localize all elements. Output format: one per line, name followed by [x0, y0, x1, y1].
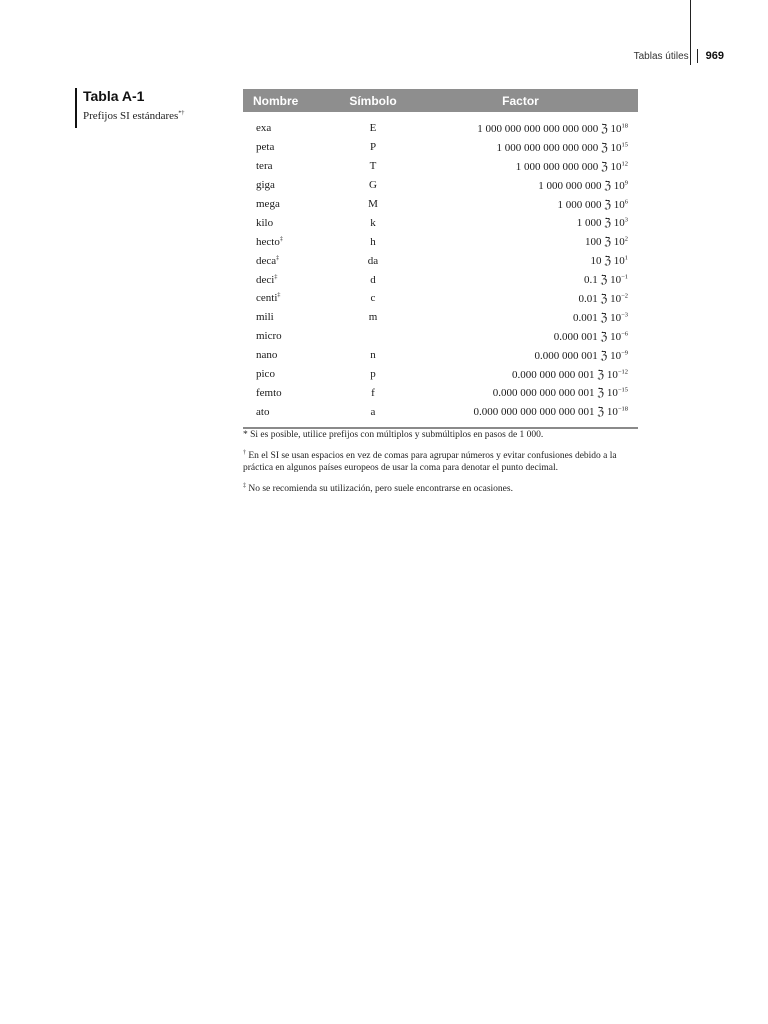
prefix-symbol: T	[369, 160, 377, 173]
prefix-name	[243, 274, 343, 286]
prefix-factor	[403, 160, 638, 173]
prefix-name-mark: ‡	[277, 292, 281, 299]
factor-base: 10	[610, 141, 622, 154]
table-row	[243, 308, 638, 327]
table-row	[243, 270, 638, 289]
table-row	[243, 176, 638, 195]
factor-exponent: −1	[621, 273, 628, 281]
prefix-name-mark: ‡	[279, 236, 283, 243]
prefix-name	[243, 387, 343, 399]
prefix-name-text: mega	[256, 198, 280, 210]
footnote-text: Si es posible, utilice prefijos con múltiplos y submúltiplos en pasos de 1 000.	[250, 430, 544, 440]
prefix-name	[243, 179, 343, 191]
prefix-factor	[403, 254, 638, 267]
factor-exponent: 2	[624, 235, 628, 243]
factor-exponent: −15	[617, 386, 628, 394]
running-section-title: Tablas útiles	[633, 50, 689, 62]
factor-value: 1 000 000	[557, 198, 602, 211]
factor-exponent: −18	[617, 405, 628, 413]
factor-exponent: 6	[624, 197, 628, 205]
prefix-symbol: d	[370, 273, 376, 286]
times-glyph: ℨ	[604, 255, 611, 268]
prefix-name	[243, 122, 343, 134]
table-row	[243, 213, 638, 232]
table-title-marks: *†	[178, 110, 185, 117]
times-glyph: ℨ	[600, 122, 608, 135]
running-header	[634, 49, 724, 63]
header-factor: Factor	[502, 93, 539, 108]
prefix-factor	[403, 368, 638, 381]
prefix-name-mark: ‡	[276, 255, 280, 262]
times-glyph: ℨ	[597, 368, 605, 381]
prefix-name	[243, 368, 343, 380]
factor-value: 1 000	[576, 217, 602, 230]
times-glyph: ℨ	[604, 236, 611, 249]
times-glyph: ℨ	[600, 292, 608, 305]
prefix-name	[243, 292, 343, 304]
table-footnotes	[243, 429, 643, 500]
factor-base: 10	[610, 274, 622, 287]
si-prefix-table	[243, 89, 638, 429]
prefix-factor	[403, 405, 638, 418]
prefix-name	[243, 217, 343, 229]
footnote-mark: ‡	[243, 482, 246, 489]
times-glyph: ℨ	[604, 198, 611, 211]
factor-exponent: −2	[621, 292, 628, 300]
factor-value: 1 000 000 000 000 000	[496, 141, 599, 154]
factor-base: 10	[610, 311, 622, 324]
header-name: Nombre	[253, 93, 299, 108]
prefix-name	[243, 330, 343, 342]
prefix-name	[243, 236, 343, 248]
prefix-name	[243, 311, 343, 323]
prefix-symbol: E	[369, 122, 377, 135]
times-glyph: ℨ	[604, 179, 611, 192]
factor-base: 10	[613, 236, 625, 249]
prefix-symbol: c	[370, 292, 376, 305]
footnote	[243, 480, 643, 496]
prefix-factor	[403, 179, 638, 192]
factor-exponent: 15	[621, 141, 628, 149]
prefix-symbol: n	[370, 349, 376, 362]
factor-value: 1 000 000 000	[538, 179, 602, 192]
factor-base: 10	[610, 330, 622, 343]
factor-value: 0.000 000 000 001	[512, 368, 595, 381]
factor-base: 10	[606, 387, 618, 400]
prefix-name-text: pico	[256, 368, 275, 381]
times-glyph: ℨ	[600, 330, 608, 343]
prefix-factor	[403, 311, 638, 324]
header-separator	[697, 49, 698, 63]
footnote-mark: *	[243, 430, 248, 440]
prefix-symbol: da	[367, 254, 379, 267]
prefix-name-text: hecto	[256, 235, 280, 248]
factor-value: 0.000 000 001	[534, 349, 598, 362]
table-row	[243, 157, 638, 176]
factor-base: 10	[613, 255, 625, 268]
factor-base: 10	[606, 406, 618, 419]
prefix-name	[243, 255, 343, 267]
prefix-symbol: k	[370, 216, 376, 229]
table-row	[243, 119, 638, 138]
factor-base: 10	[610, 122, 622, 135]
prefix-symbol: a	[370, 405, 376, 418]
factor-value: 0.1	[584, 274, 598, 287]
prefix-symbol: G	[369, 179, 377, 192]
factor-base: 10	[613, 179, 625, 192]
factor-exponent: −9	[621, 348, 628, 356]
prefix-factor	[403, 122, 638, 135]
prefix-symbol: f	[371, 386, 375, 399]
prefix-name	[243, 406, 343, 418]
page-number: 969	[705, 50, 724, 62]
footnote-text: En el SI se usan espacios en vez de comas para agrupar números y evitar confusiones debido a la práctica en algunos países europeos de usar la coma para denotar el punto decimal.	[243, 450, 617, 474]
times-glyph: ℨ	[600, 274, 608, 287]
prefix-name-text: deci	[256, 273, 275, 286]
table-body	[243, 112, 638, 421]
prefix-factor	[403, 216, 638, 229]
factor-value: 10	[590, 255, 602, 268]
prefix-name	[243, 160, 343, 172]
prefix-name-text: exa	[256, 122, 272, 135]
factor-exponent: −12	[617, 367, 628, 375]
footnote	[243, 447, 643, 475]
times-glyph: ℨ	[597, 406, 605, 419]
prefix-factor	[403, 198, 638, 211]
prefix-factor	[403, 330, 638, 343]
prefix-name-text: nano	[256, 349, 278, 362]
prefix-name-text: femto	[256, 386, 282, 399]
factor-base: 10	[613, 217, 625, 230]
footnote-mark: †	[243, 449, 246, 456]
prefix-name-text: kilo	[256, 216, 274, 229]
table-row	[243, 327, 638, 346]
times-glyph: ℨ	[597, 387, 605, 400]
times-glyph: ℨ	[600, 311, 608, 324]
prefix-factor	[403, 141, 638, 154]
table-row	[243, 232, 638, 251]
factor-value: 1 000 000 000 000 000 000	[477, 122, 599, 135]
footnote-text: No se recomienda su utilización, pero suele encontrarse en ocasiones.	[248, 483, 513, 494]
prefix-factor	[403, 386, 638, 399]
factor-value: 0.000 000 000 000 000 001	[473, 406, 595, 419]
prefix-symbol: P	[369, 141, 377, 154]
prefix-symbol: h	[370, 235, 376, 248]
prefix-name	[243, 349, 343, 361]
prefix-name	[243, 198, 343, 210]
prefix-name-text: peta	[256, 141, 275, 154]
table-caption	[75, 88, 184, 128]
table-row	[243, 383, 638, 402]
times-glyph: ℨ	[600, 160, 608, 173]
factor-base: 10	[610, 160, 622, 173]
table-title-text: Prefijos SI estándares	[83, 110, 179, 122]
table-header-row	[243, 89, 638, 112]
prefix-name-text: centi	[256, 292, 278, 305]
prefix-symbol: M	[368, 198, 378, 210]
table-row	[243, 138, 638, 157]
factor-exponent: −3	[621, 311, 628, 319]
factor-value: 0.01	[578, 292, 598, 305]
factor-base: 10	[610, 349, 622, 362]
prefix-symbol: p	[370, 368, 376, 381]
times-glyph: ℨ	[604, 217, 611, 230]
times-glyph: ℨ	[600, 349, 608, 362]
prefix-symbol: m	[368, 311, 378, 324]
factor-exponent: 18	[621, 122, 628, 130]
factor-exponent: 12	[621, 160, 628, 168]
prefix-name-mark: ‡	[274, 273, 278, 280]
table-row	[243, 289, 638, 308]
prefix-factor	[403, 349, 638, 362]
factor-base: 10	[613, 198, 625, 211]
header-symbol: Símbolo	[349, 93, 397, 108]
table-title	[83, 110, 184, 122]
factor-exponent: 1	[624, 254, 628, 262]
prefix-name-text: deca	[256, 254, 277, 267]
prefix-name-text: tera	[256, 160, 273, 173]
prefix-factor	[403, 235, 638, 248]
table-row	[243, 346, 638, 365]
factor-exponent: −6	[621, 330, 628, 338]
factor-value: 1 000 000 000 000	[515, 160, 599, 173]
factor-value: 100	[584, 236, 602, 249]
times-glyph: ℨ	[600, 141, 608, 154]
factor-value: 0.001	[573, 311, 598, 324]
table-row	[243, 402, 638, 421]
factor-exponent: 9	[624, 178, 628, 186]
prefix-name-text: micro	[256, 330, 282, 343]
prefix-name-text: ato	[256, 405, 270, 418]
prefix-factor	[403, 273, 638, 286]
table-row	[243, 251, 638, 270]
factor-value: 0.000 001	[553, 330, 598, 343]
table-label: Tabla A-1	[83, 88, 145, 104]
factor-exponent: 3	[624, 216, 628, 224]
table-row	[243, 195, 638, 214]
table-row	[243, 365, 638, 384]
factor-base: 10	[606, 368, 618, 381]
prefix-name-text: giga	[256, 179, 275, 192]
prefix-factor	[403, 292, 638, 305]
prefix-name-text: mili	[256, 311, 274, 324]
footnote	[243, 429, 643, 442]
factor-value: 0.000 000 000 000 001	[492, 387, 595, 400]
prefix-name	[243, 141, 343, 153]
factor-base: 10	[610, 292, 622, 305]
